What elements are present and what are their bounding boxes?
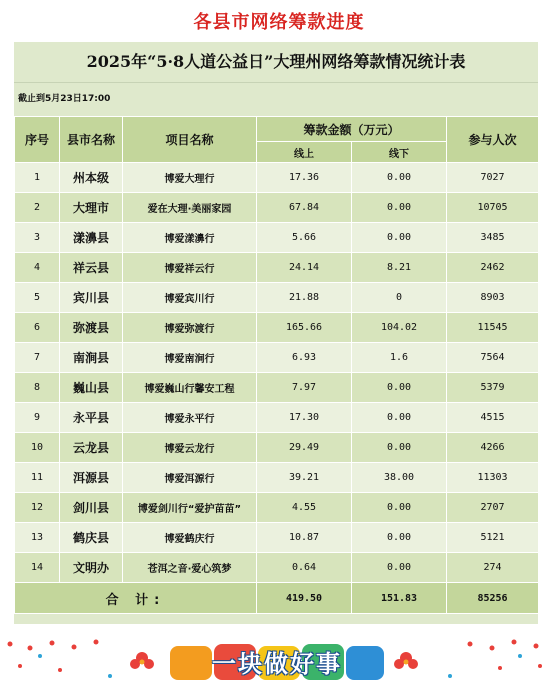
row-county: 宾川县 bbox=[60, 283, 123, 313]
table-row bbox=[15, 463, 539, 493]
row-participants: 2707 bbox=[447, 493, 539, 523]
row-project: 博爱弥渡行 bbox=[123, 313, 257, 343]
header-amount: 筹款金额（万元） bbox=[257, 117, 447, 142]
row-seq: 5 bbox=[15, 283, 60, 313]
row-participants: 2462 bbox=[447, 253, 539, 283]
row-county: 鹤庆县 bbox=[60, 523, 123, 553]
table-row bbox=[15, 193, 539, 223]
header-seq: 序号 bbox=[15, 117, 60, 163]
table-body bbox=[15, 163, 539, 583]
row-county: 大理市 bbox=[60, 193, 123, 223]
table-row bbox=[15, 163, 539, 193]
row-offline: 0.00 bbox=[352, 223, 447, 253]
row-offline: 0 bbox=[352, 283, 447, 313]
table-row bbox=[15, 523, 539, 553]
table-row bbox=[15, 373, 539, 403]
row-offline: 0.00 bbox=[352, 373, 447, 403]
row-participants: 8903 bbox=[447, 283, 539, 313]
row-offline: 1.6 bbox=[352, 343, 447, 373]
row-participants: 10705 bbox=[447, 193, 539, 223]
row-project: 博爱祥云行 bbox=[123, 253, 257, 283]
row-county: 弥渡县 bbox=[60, 313, 123, 343]
row-seq: 11 bbox=[15, 463, 60, 493]
row-county: 永平县 bbox=[60, 403, 123, 433]
row-seq: 4 bbox=[15, 253, 60, 283]
table-row bbox=[15, 403, 539, 433]
row-participants: 5379 bbox=[447, 373, 539, 403]
row-online: 17.30 bbox=[257, 403, 352, 433]
total-label: 合 计: bbox=[15, 583, 257, 614]
row-online: 39.21 bbox=[257, 463, 352, 493]
row-county: 云龙县 bbox=[60, 433, 123, 463]
banner-slogan: 一块做好事 bbox=[212, 650, 342, 678]
row-online: 7.97 bbox=[257, 373, 352, 403]
row-county: 祥云县 bbox=[60, 253, 123, 283]
row-online: 17.36 bbox=[257, 163, 352, 193]
row-offline: 0.00 bbox=[352, 523, 447, 553]
row-county: 文明办 bbox=[60, 553, 123, 583]
row-offline: 8.21 bbox=[352, 253, 447, 283]
table-row bbox=[15, 313, 539, 343]
row-offline: 0.00 bbox=[352, 493, 447, 523]
row-participants: 11303 bbox=[447, 463, 539, 493]
row-project: 博爱洱源行 bbox=[123, 463, 257, 493]
row-seq: 10 bbox=[15, 433, 60, 463]
row-participants: 4515 bbox=[447, 403, 539, 433]
row-seq: 13 bbox=[15, 523, 60, 553]
row-seq: 3 bbox=[15, 223, 60, 253]
row-county: 南涧县 bbox=[60, 343, 123, 373]
row-online: 24.14 bbox=[257, 253, 352, 283]
table-row bbox=[15, 493, 539, 523]
row-seq: 7 bbox=[15, 343, 60, 373]
row-project: 博爱大理行 bbox=[123, 163, 257, 193]
row-project: 博爱巍山行馨安工程 bbox=[123, 373, 257, 403]
row-offline: 0.00 bbox=[352, 553, 447, 583]
table-row bbox=[15, 223, 539, 253]
table-row bbox=[15, 553, 539, 583]
row-participants: 11545 bbox=[447, 313, 539, 343]
row-online: 6.93 bbox=[257, 343, 352, 373]
table-row bbox=[15, 253, 539, 283]
row-online: 0.64 bbox=[257, 553, 352, 583]
row-online: 10.87 bbox=[257, 523, 352, 553]
row-online: 29.49 bbox=[257, 433, 352, 463]
row-project: 爱在大理·美丽家园 bbox=[123, 193, 257, 223]
row-seq: 14 bbox=[15, 553, 60, 583]
row-project: 博爱宾川行 bbox=[123, 283, 257, 313]
row-project: 博爱漾濞行 bbox=[123, 223, 257, 253]
row-participants: 7027 bbox=[447, 163, 539, 193]
row-project: 博爱鹤庆行 bbox=[123, 523, 257, 553]
row-online: 4.55 bbox=[257, 493, 352, 523]
row-offline: 38.00 bbox=[352, 463, 447, 493]
header-online: 线上 bbox=[257, 142, 352, 163]
header-participants: 参与人次 bbox=[447, 117, 539, 163]
row-county: 漾濞县 bbox=[60, 223, 123, 253]
row-project: 博爱云龙行 bbox=[123, 433, 257, 463]
row-seq: 1 bbox=[15, 163, 60, 193]
cutoff-time: 截止到5月23日17:00 bbox=[18, 94, 111, 104]
header-project: 项目名称 bbox=[123, 117, 257, 163]
row-online: 21.88 bbox=[257, 283, 352, 313]
row-county: 洱源县 bbox=[60, 463, 123, 493]
row-online: 67.84 bbox=[257, 193, 352, 223]
row-seq: 9 bbox=[15, 403, 60, 433]
table-title: 2025年“5·8人道公益日”大理州网络筹款情况统计表 bbox=[14, 42, 538, 83]
row-seq: 2 bbox=[15, 193, 60, 223]
row-seq: 12 bbox=[15, 493, 60, 523]
total-participants: 85256 bbox=[447, 583, 539, 614]
total-online: 419.50 bbox=[257, 583, 352, 614]
table-row bbox=[15, 283, 539, 313]
row-offline: 0.00 bbox=[352, 193, 447, 223]
row-seq: 8 bbox=[15, 373, 60, 403]
row-project: 苍洱之音·爱心筑梦 bbox=[123, 553, 257, 583]
row-county: 剑川县 bbox=[60, 493, 123, 523]
row-participants: 4266 bbox=[447, 433, 539, 463]
row-offline: 104.02 bbox=[352, 313, 447, 343]
row-offline: 0.00 bbox=[352, 163, 447, 193]
row-county: 巍山县 bbox=[60, 373, 123, 403]
row-online: 165.66 bbox=[257, 313, 352, 343]
row-participants: 5121 bbox=[447, 523, 539, 553]
row-participants: 3485 bbox=[447, 223, 539, 253]
row-offline: 0.00 bbox=[352, 433, 447, 463]
row-offline: 0.00 bbox=[352, 403, 447, 433]
table-row bbox=[15, 433, 539, 463]
header-county: 县市名称 bbox=[60, 117, 123, 163]
row-project: 博爱南涧行 bbox=[123, 343, 257, 373]
row-project: 博爱剑川行“爱护苗苗” bbox=[123, 493, 257, 523]
statistics-sheet bbox=[14, 42, 538, 624]
row-county: 州本级 bbox=[60, 163, 123, 193]
page-title: 各县市网络筹款进度 bbox=[193, 12, 365, 33]
header-offline: 线下 bbox=[352, 142, 447, 163]
fundraising-table bbox=[14, 116, 539, 614]
row-seq: 6 bbox=[15, 313, 60, 343]
row-participants: 7564 bbox=[447, 343, 539, 373]
total-offline: 151.83 bbox=[352, 583, 447, 614]
row-project: 博爱永平行 bbox=[123, 403, 257, 433]
table-row bbox=[15, 343, 539, 373]
row-online: 5.66 bbox=[257, 223, 352, 253]
row-participants: 274 bbox=[447, 553, 539, 583]
